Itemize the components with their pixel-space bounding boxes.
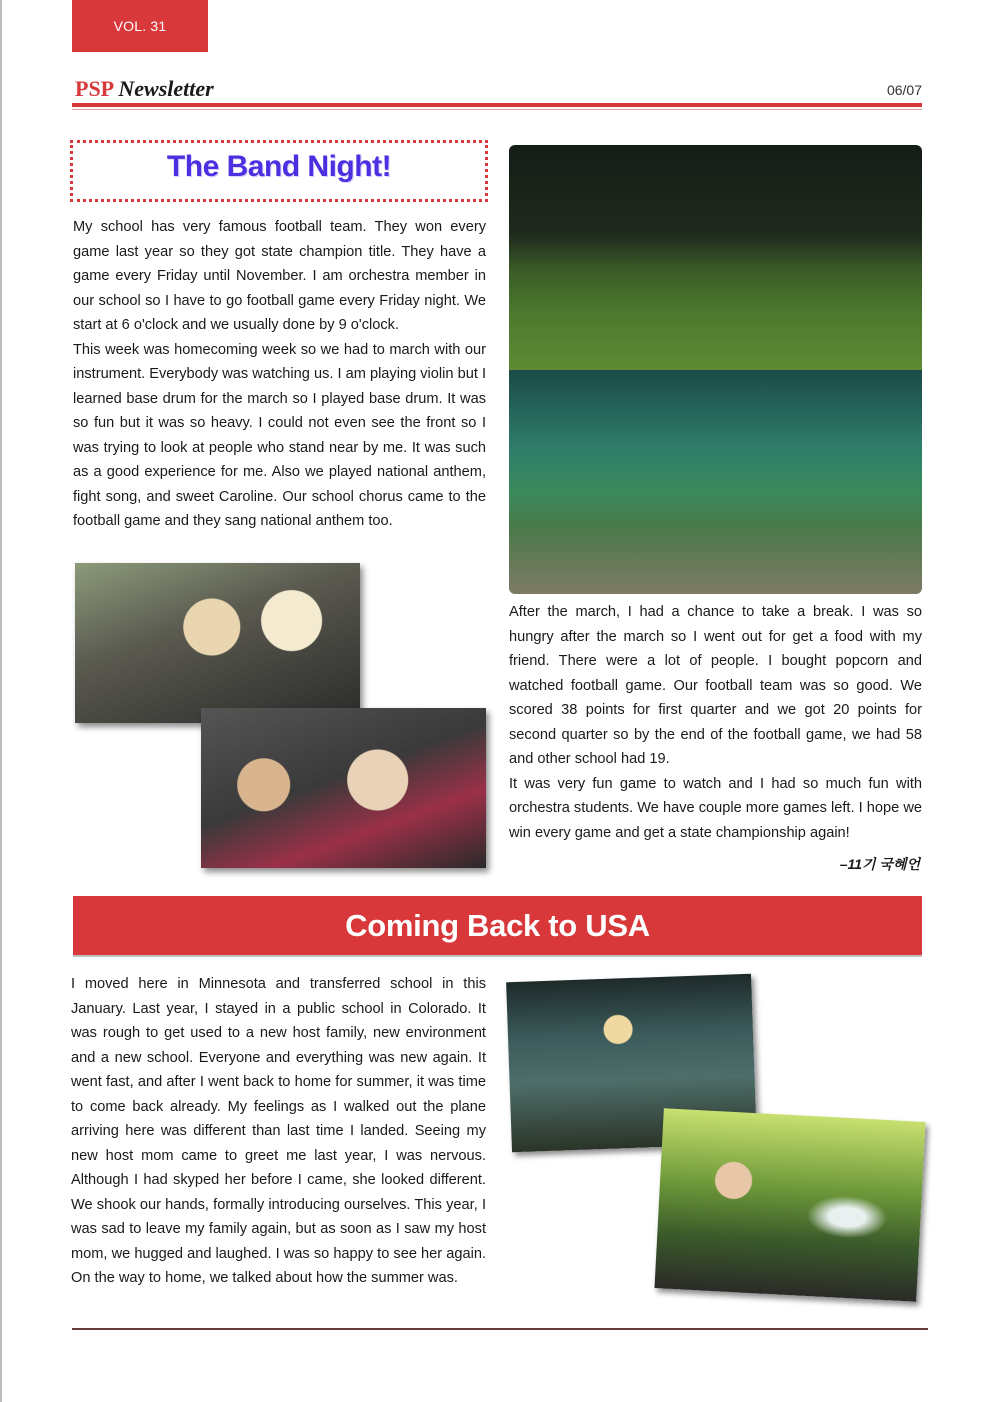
- masthead: [75, 76, 214, 102]
- band-article-body: [73, 215, 486, 534]
- waterfall-portrait-photo: [654, 1108, 925, 1301]
- band-paragraph-2: This week was homecoming week so we had to march with our instrument. Everybody was watching us. I am playing violin but I learned base drum for the march so I played base drum. It was so fun but it was so heavy. I could not even see the front so I was trying to look at people who stand near by me. It was such as a good experience for me. Also we played national anthem, fight song, and sweet Caroline. Our school chorus came to the football game and they sang national anthem too.: [73, 341, 486, 529]
- coming-article-title: Coming Back to USA: [345, 907, 650, 943]
- band-article-byline: –11기 국혜언: [839, 856, 920, 872]
- friends-photo-2: [201, 708, 486, 868]
- masthead-title: Newsletter: [118, 76, 214, 101]
- footer-rule: [72, 1328, 928, 1330]
- band-paragraph-4: It was very fun game to watch and I had so much fun with orchestra students. We have couple more games left. I hope we win every game and get a state championship again!: [509, 775, 922, 841]
- header-rule-thin: [72, 109, 922, 110]
- coming-back-banner: [73, 896, 922, 957]
- band-paragraph-1: My school has very famous football team. They won every game last year so they got state champion title. They have a game every Friday until November. I am orchestra member in our school so I have to go football game every Friday night. We start at 6 o'clock and we usually done by 9 o'clock.: [73, 219, 486, 333]
- volume-tab: VOL. 31: [72, 0, 208, 52]
- issue-date: 06/07: [886, 82, 922, 98]
- page-edge-rule: [0, 0, 2, 1402]
- band-paragraph-3: After the march, I had a chance to take a break. I was so hungry after the march so I went out for get a food with my friend. There were a lot of people. I bought popcorn and watched football game. Our football team was so good. We scored 38 points for first quarter and we got 20 points for second quarter so by the end of the football game, we had 58 and other school had 19.: [509, 604, 922, 767]
- coming-paragraph: I moved here in Minnesota and transferred school in this January. Last year, I stayed in a public school in Colorado. It was rough to get used to a new host family, new environment and a new school. Everyone and everything was new again. It went fast, and after I went back to home for summer, it was time to come back already. My feelings as I walked out the plane arriving here was different than last time I landed. Seeing my new host mom came to greet me last year, I was nervous. Although I had skyped her before I came, she looked different. We shook our hands, formally introducing ourselves. This year, I was sad to leave my family again, but as soon as I saw my host mom, we hugged and laughed. I was so happy to see her again. On the way to home, we talked about how the summer was.: [71, 976, 486, 1286]
- football-field-photo-bottom: [509, 370, 922, 594]
- football-field-photo-top: [509, 145, 922, 370]
- band-article-title: The Band Night!: [166, 150, 392, 183]
- header-rule: [72, 103, 922, 107]
- masthead-brand: PSP: [75, 76, 113, 101]
- band-article-body-right: [509, 600, 922, 845]
- coming-article-body: [71, 972, 486, 1291]
- friends-photo-1: [75, 563, 360, 723]
